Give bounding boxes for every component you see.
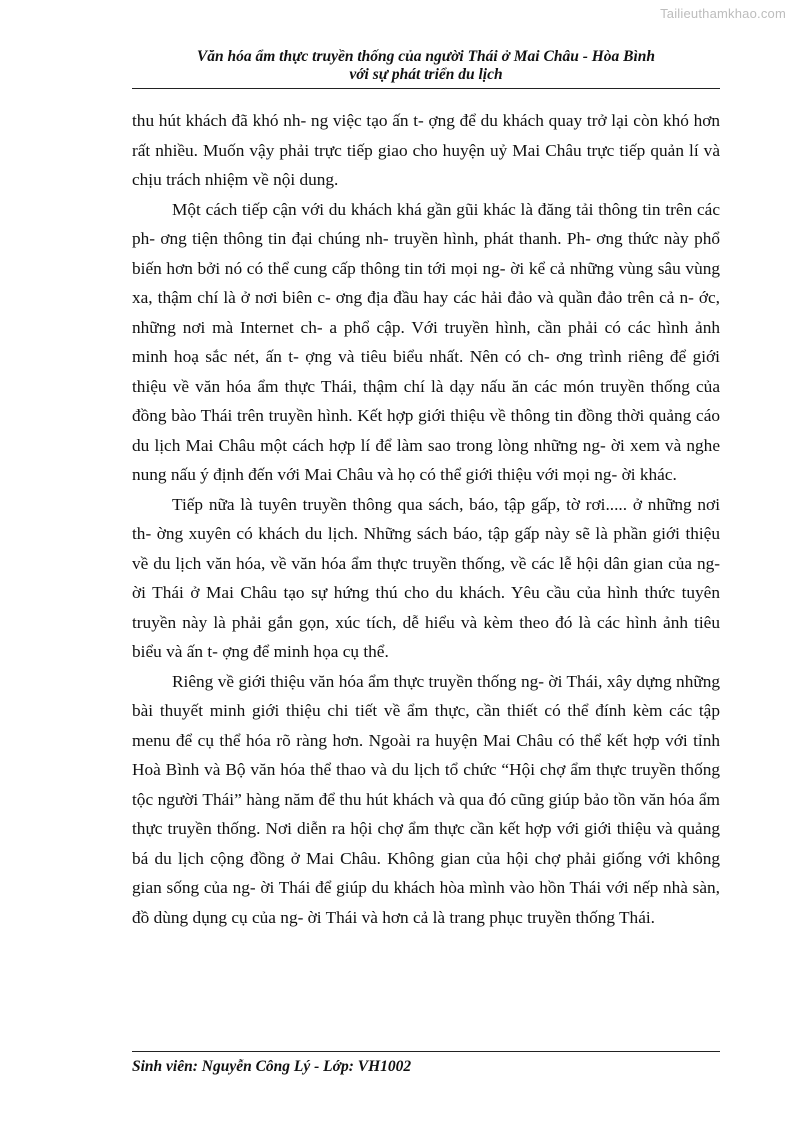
paragraph-2: Một cách tiếp cận với du khách khá gần gũi khác là đăng tải thông tin trên các ph- ơng tiện thông tin đại chúng nh- truyền hình, phát thanh. Ph- ơng thức này phổ biến hơn bởi nó có thể cung cấp thông tin tới mọi ng- ời kể cả những vùng sâu vùng xa, thậm chí là ở nơi biên c- ơng địa đầu hay các hải đảo và quần đảo trên cả n- ớc, những nơi mà Internet ch- a phổ cập. Với truyền hình, cần phải có các hình ảnh minh hoạ sắc nét, ấn t- ợng và tiêu biểu nhất. Nên có ch- ơng trình riêng để giới thiệu về văn hóa ẩm thực Thái, thậm chí là dạy nấu ăn các món truyền thống của đồng bào Thái trên truyền hình. Kết hợp giới thiệu về thông tin đồng thời quảng cáo du lịch Mai Châu một cách hợp lí để làm sao trong lòng những ng- ời xem và nghe nung nấu ý định đến với Mai Châu và họ có thể giới thiệu với mọi ng- ời khác. (132, 199, 720, 484)
paragraph-4: Riêng về giới thiệu văn hóa ẩm thực truyền thống ng- ời Thái, xây dựng những bài thuyết minh giới thiệu chi tiết về ẩm thực, cần thiết có thể đính kèm các tập menu để cụ thể hóa rõ ràng hơn. Ngoài ra huyện Mai Châu có thể kết hợp với tỉnh Hoà Bình và Bộ văn hóa thể thao và du lịch tổ chức “Hội chợ ẩm thực truyền thống tộc người Thái” hàng năm để thu hút khách và qua đó cũng giúp bảo tồn văn hóa ẩm thực truyền thống. Nơi diễn ra hội chợ ẩm thực cần kết hợp với giới thiệu và quảng bá du lịch cộng đồng ở Mai Châu. Không gian của hội chợ phải giống với không gian sống của ng- ời Thái để giúp du khách hòa mình vào hồn Thái với nếp nhà sàn, đồ dùng dụng cụ của ng- ời Thái và hơn cả là trang phục truyền thống Thái. (132, 671, 720, 927)
watermark-text: Tailieuthamkhao.com (660, 6, 786, 21)
paragraph-1: thu hút khách đã khó nh- ng việc tạo ấn t- ợng để du khách quay trở lại còn khó hơn rất nhiều. Muốn vậy phải trực tiếp giao cho huyện uỷ Mai Châu trực tiếp quản lí và chịu trách nhiệm về nội dung. (132, 111, 720, 189)
paragraph-3: Tiếp nữa là tuyên truyền thông qua sách, báo, tập gấp, tờ rơi..... ở những nơi th- ờng xuyên có khách du lịch. Những sách báo, tập gấp này sẽ là phần giới thiệu về du lịch văn hóa, về văn hóa ẩm thực truyền thống, về các lễ hội dân gian của ng- ời Thái ở Mai Châu tạo sự hứng thú cho du khách. Yêu cầu của hình thức tuyên truyền này là phải gắn gọn, xúc tích, dễ hiểu và kèm theo đó là các hình ảnh tiêu biểu và ấn t- ợng để minh họa cụ thể. (132, 494, 720, 661)
header-line-1: Văn hóa ẩm thực truyền thống của người Thái ở Mai Châu - Hòa Bình (196, 48, 656, 65)
running-footer: Sinh viên: Nguyễn Công Lý - Lớp: VH1002 (132, 1058, 412, 1075)
document-body (132, 106, 720, 932)
header-divider (132, 88, 720, 89)
running-header (132, 48, 720, 84)
footer-divider (132, 1051, 720, 1052)
header-line-2: với sự phát triển du lịch (349, 66, 503, 83)
